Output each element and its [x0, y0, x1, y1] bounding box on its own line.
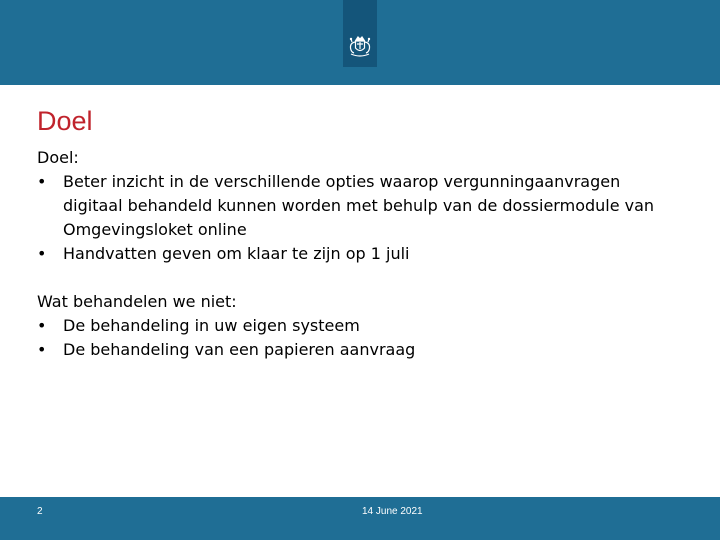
slide-content [37, 146, 677, 362]
goal-bullet-list [37, 170, 677, 266]
bullet-dot-icon: • [37, 316, 47, 335]
coat-of-arms-icon [345, 31, 375, 61]
bullet-item [37, 242, 677, 266]
bullet-dot-icon: • [37, 244, 47, 263]
not-covered-bullet-list [37, 314, 677, 362]
page-number: 2 [37, 506, 43, 517]
bullet-text: De behandeling in uw eigen systeem [63, 316, 360, 335]
slide-title: Doel [37, 106, 93, 136]
goal-heading: Doel: [37, 148, 79, 167]
bullet-dot-icon: • [37, 340, 47, 359]
bullet-text: Beter inzicht in de verschillende opties waarop vergunningaanvragen digitaal behandeld kunnen worden met behulp van de dossiermodule van Omgevingsloket online [63, 172, 655, 239]
bullet-dot-icon: • [37, 172, 47, 191]
bullet-item [37, 170, 677, 242]
bullet-item [37, 338, 677, 362]
bullet-item [37, 314, 677, 338]
bullet-text: De behandeling van een papieren aanvraag [63, 340, 416, 359]
spacer [37, 266, 677, 290]
header-bar [0, 0, 720, 85]
bullet-text: Handvatten geven om klaar te zijn op 1 juli [63, 244, 410, 263]
footer-bar [0, 497, 720, 540]
logo-box [343, 0, 377, 67]
not-covered-heading: Wat behandelen we niet: [37, 292, 237, 311]
footer-date: 14 June 2021 [362, 506, 423, 517]
